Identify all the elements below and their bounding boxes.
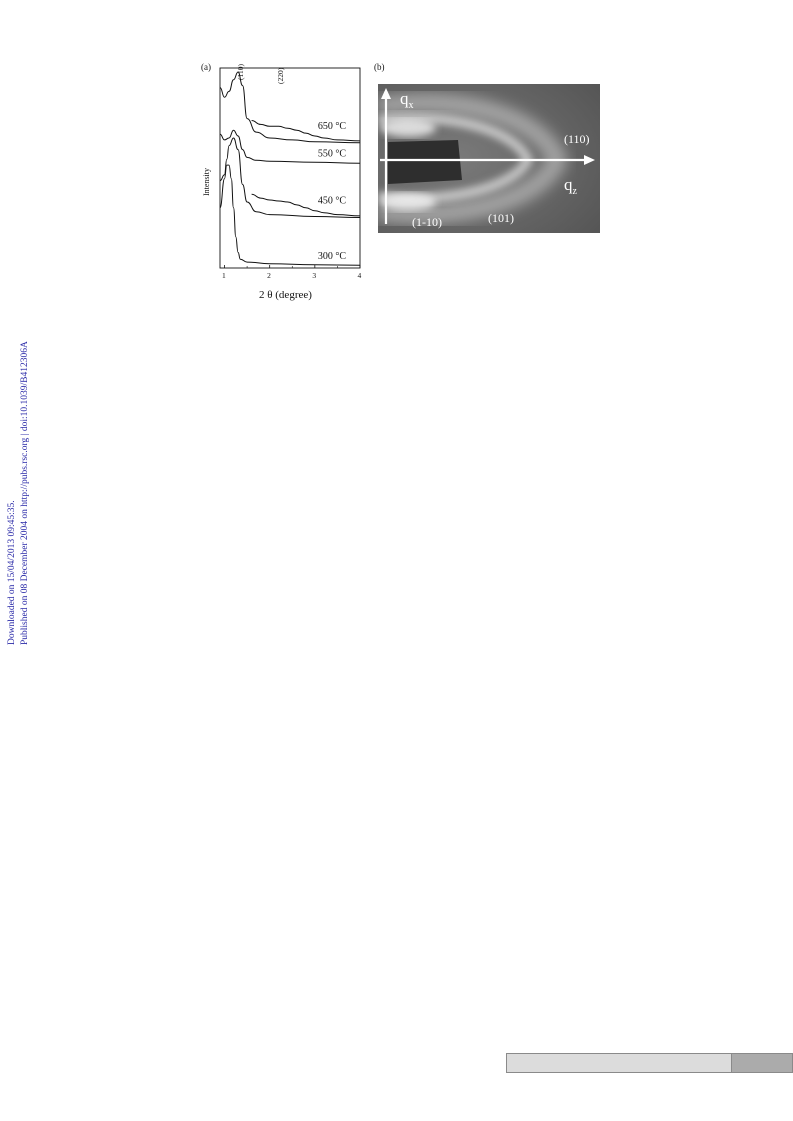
x-axis-label: 2 θ (degree) xyxy=(259,289,312,301)
panel-label-a: (a) xyxy=(201,62,211,72)
beamstop xyxy=(388,140,462,184)
plot-frame xyxy=(220,68,360,268)
download-date: Downloaded on 15/04/2013 09:45:35. xyxy=(7,500,17,645)
qz-label: $q_z$ xyxy=(564,175,577,197)
download-notice xyxy=(2,300,32,650)
xrd-chart xyxy=(197,58,377,308)
x-tick-label: 4 xyxy=(357,271,362,280)
panel-label-b: (b) xyxy=(374,62,385,72)
x-tick-label: 1 xyxy=(222,271,226,280)
reflection-1-10: (1-10) xyxy=(412,215,442,229)
qx-label: $q_x$ xyxy=(400,89,414,111)
x-tick-label: 2 xyxy=(267,271,271,280)
reflection-110: (110) xyxy=(564,132,590,146)
saxs-pattern-image xyxy=(378,84,600,233)
page-footer-bar xyxy=(506,1053,793,1073)
publication-link[interactable]: Published on 08 December 2004 on http://pubs.rsc.org | doi:10.1039/B412306A xyxy=(20,341,30,645)
curve-label: 450 °C xyxy=(317,195,347,207)
x-tick-label: 3 xyxy=(312,271,317,280)
curve-label: 550 °C xyxy=(317,148,347,160)
curve-label: 300 °C xyxy=(317,250,347,262)
curve-label: 650 °C xyxy=(317,120,347,132)
y-axis-label: Intensity xyxy=(202,168,211,196)
reflection-101: (101) xyxy=(488,211,514,225)
page-footer-segment xyxy=(731,1054,792,1072)
series-line xyxy=(220,72,360,143)
peak-label-220: (220) xyxy=(276,67,285,84)
peak-label-110: (110) xyxy=(236,64,245,80)
